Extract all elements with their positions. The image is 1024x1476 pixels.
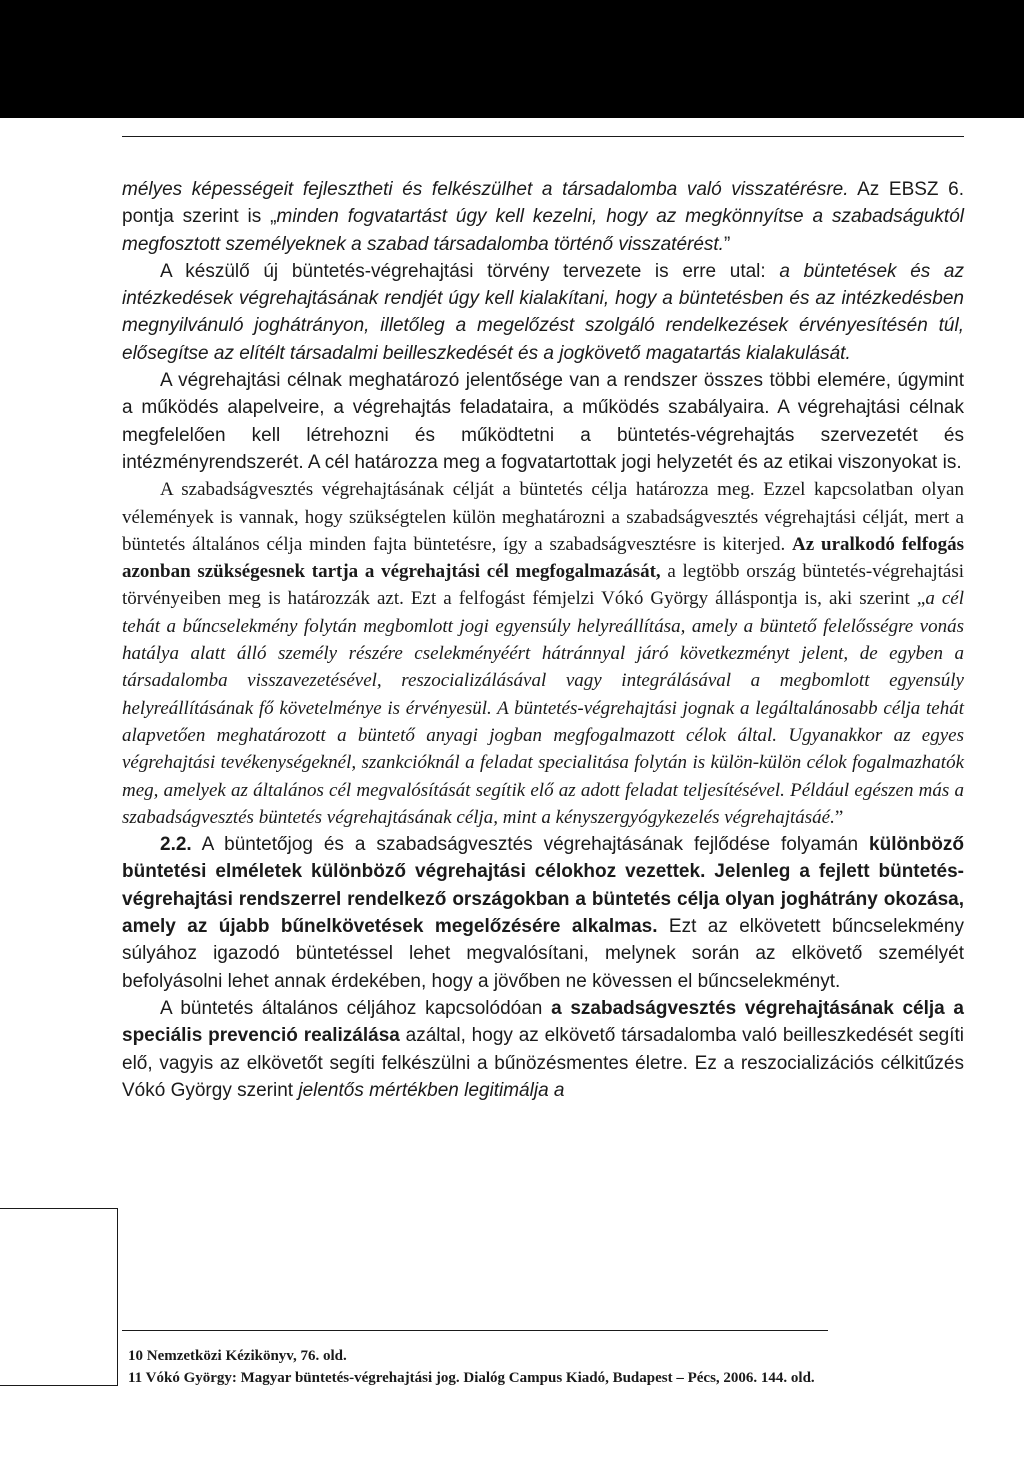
text-run: jelentős mértékben legitimálja a — [298, 1079, 565, 1101]
text-run: Az EBSZ 6. pontja szerint is „ — [122, 179, 964, 228]
paragraph-1 — [122, 176, 964, 258]
text-run: a legtöbb ország büntetés-végrehajtási törvényeiben meg is határozzák azt. Ezt a felfogást fémjelzi Vókó György álláspontja is, aki szerint „ — [122, 561, 964, 610]
margin-box — [0, 1208, 118, 1386]
text-run: mélyes képességeit fejlesztheti és felkészülhet a társadalomba való visszatérésre. — [122, 179, 849, 200]
text-run: A szabadságvesztés végrehajtásának célját a büntetés célja határozza meg. Ezzel kapcsolatban olyan vélemények is vannak, hogy szükségtelen külön meghatározni a szabadságvesztés végrehajtási célját, mert a büntetés általános célja minden fajta büntetésre, így a szabadságvesztésre is kiterjed. — [122, 479, 964, 555]
text-run: azáltal, hogy az elkövető társadalomba való beilleszkedését segíti elő, vagyis az elkövetőt segíti felkészülni a bűnözésmentes életre. Ez a reszocializációs célkitűzés Vókó György szerint — [122, 1025, 964, 1101]
text-run: Az uralkodó felfogás azonban szükségesnek tartja a végrehajtási cél megfogalmazását, — [122, 533, 965, 583]
text-run: minden fogvatartást úgy kell kezelni, hogy az megkönnyítse a szabadságuktól megfosztott személyeknek a szabad társadalomba történő visszatérést. — [122, 206, 964, 255]
paragraph-5 — [122, 831, 964, 995]
footnote-rule — [122, 1330, 828, 1331]
page-body — [122, 176, 964, 1104]
text-run: a szabadságvesztés végrehajtásának célja a speciális prevenció realizálása — [122, 997, 964, 1047]
text-run: A büntetőjog és a szabadságvesztés végrehajtásának fejlődése folyamán — [191, 834, 870, 856]
text-run: a cél tehát a bűncselekmény folytán megbomlott jogi egyensúly helyreállítása, amely a büntető felelősségre vonás hatálya alatt álló személy részére cselekményéért hátránnyal járó következményt jelent, de egyben a társadalomba visszavezetésével, reszocializálásával vagy integrálásával a megbomlott egyensúly helyreállításának fő követelménye is érvényesül. A büntetés-végrehajtási jognak a legáltalánosabb célja tehát alapvetően meghatározott a büntető anyagi jogban megfogalmazott célok által. Ugyanakkor az egyes végrehajtási tevékenységeknél, szankcióknál a feladat specialitása folytán is külön-külön célok fogalmazhatók meg, amelyek az általános cél megvalósítását segítik elő az adott feladat teljesítésével. Például egészen más a szabadságvesztés büntetés végrehajtásának célja, mint a kényszergyógykezelés végrehajtásáé. — [122, 588, 964, 828]
text-run: különböző büntetési elméletek különböző végrehajtási célokhoz vezettek. Jelenleg a fejlett büntetés-végrehajtási rendszerrel rendelkező országokban a büntetés célja olyan joghátrány okozása, amely az újabb bűnelkövetések megelőzésére alkalmas. — [122, 834, 964, 938]
paragraph-4 — [122, 476, 964, 831]
paragraph-6 — [122, 995, 964, 1104]
paragraph-3 — [122, 367, 964, 476]
scan-top-dark-band — [0, 0, 1024, 118]
text-run: A készülő új büntetés-végrehajtási törvény tervezete is erre utal: — [160, 260, 780, 282]
text-run: A büntetés általános céljához kapcsolódóan — [160, 997, 552, 1019]
text-run: ” — [723, 233, 731, 255]
footnote-11: 11 Vókó György: Magyar büntetés-végrehajtási jog. Dialóg Campus Kiadó, Budapest – Pécs, 2006. 144. old. — [128, 1370, 815, 1386]
paragraph-2 — [122, 258, 964, 367]
text-run: 2.2. — [160, 834, 192, 856]
text-run: Ezt az elkövetett bűncselekmény súlyához igazodó büntetéssel lehet megvalósítani, melynek során az elkövető személyét befolyásolni lehet annak érdekében, hogy a jövőben ne kövessen el bűncselekményt. — [122, 916, 964, 992]
header-rule — [122, 136, 964, 137]
text-run: a büntetések és az intézkedések végrehajtásának rendjét úgy kell kialakítani, hogy a büntetésben és az intézkedésben megnyilvánuló joghátrányon, illetőleg a megelőzést szolgáló rendelkezések érvényesítésén túl, elősegítse az elítélt társadalmi beilleszkedését és a jogkövető magatartás kialakulását. — [122, 260, 964, 364]
footnote-10: 10 Nemzetközi Kézikönyv, 76. old. — [128, 1348, 347, 1364]
text-run: A végrehajtási célnak meghatározó jelentősége van a rendszer összes többi elemére, úgymint a működés alapelveire, a végrehajtás feladataira, a működés szabályaira. A végrehajtási célnak megfelelően kell létrehozni és működtetni a büntetés-végrehajtás szervezetét és intézményrendszerét. A cél határozza meg a fogvatartottak jogi helyzetét és az etikai viszonyokat is. — [122, 370, 964, 473]
footnotes — [128, 1345, 988, 1389]
text-run: ” — [834, 806, 844, 828]
